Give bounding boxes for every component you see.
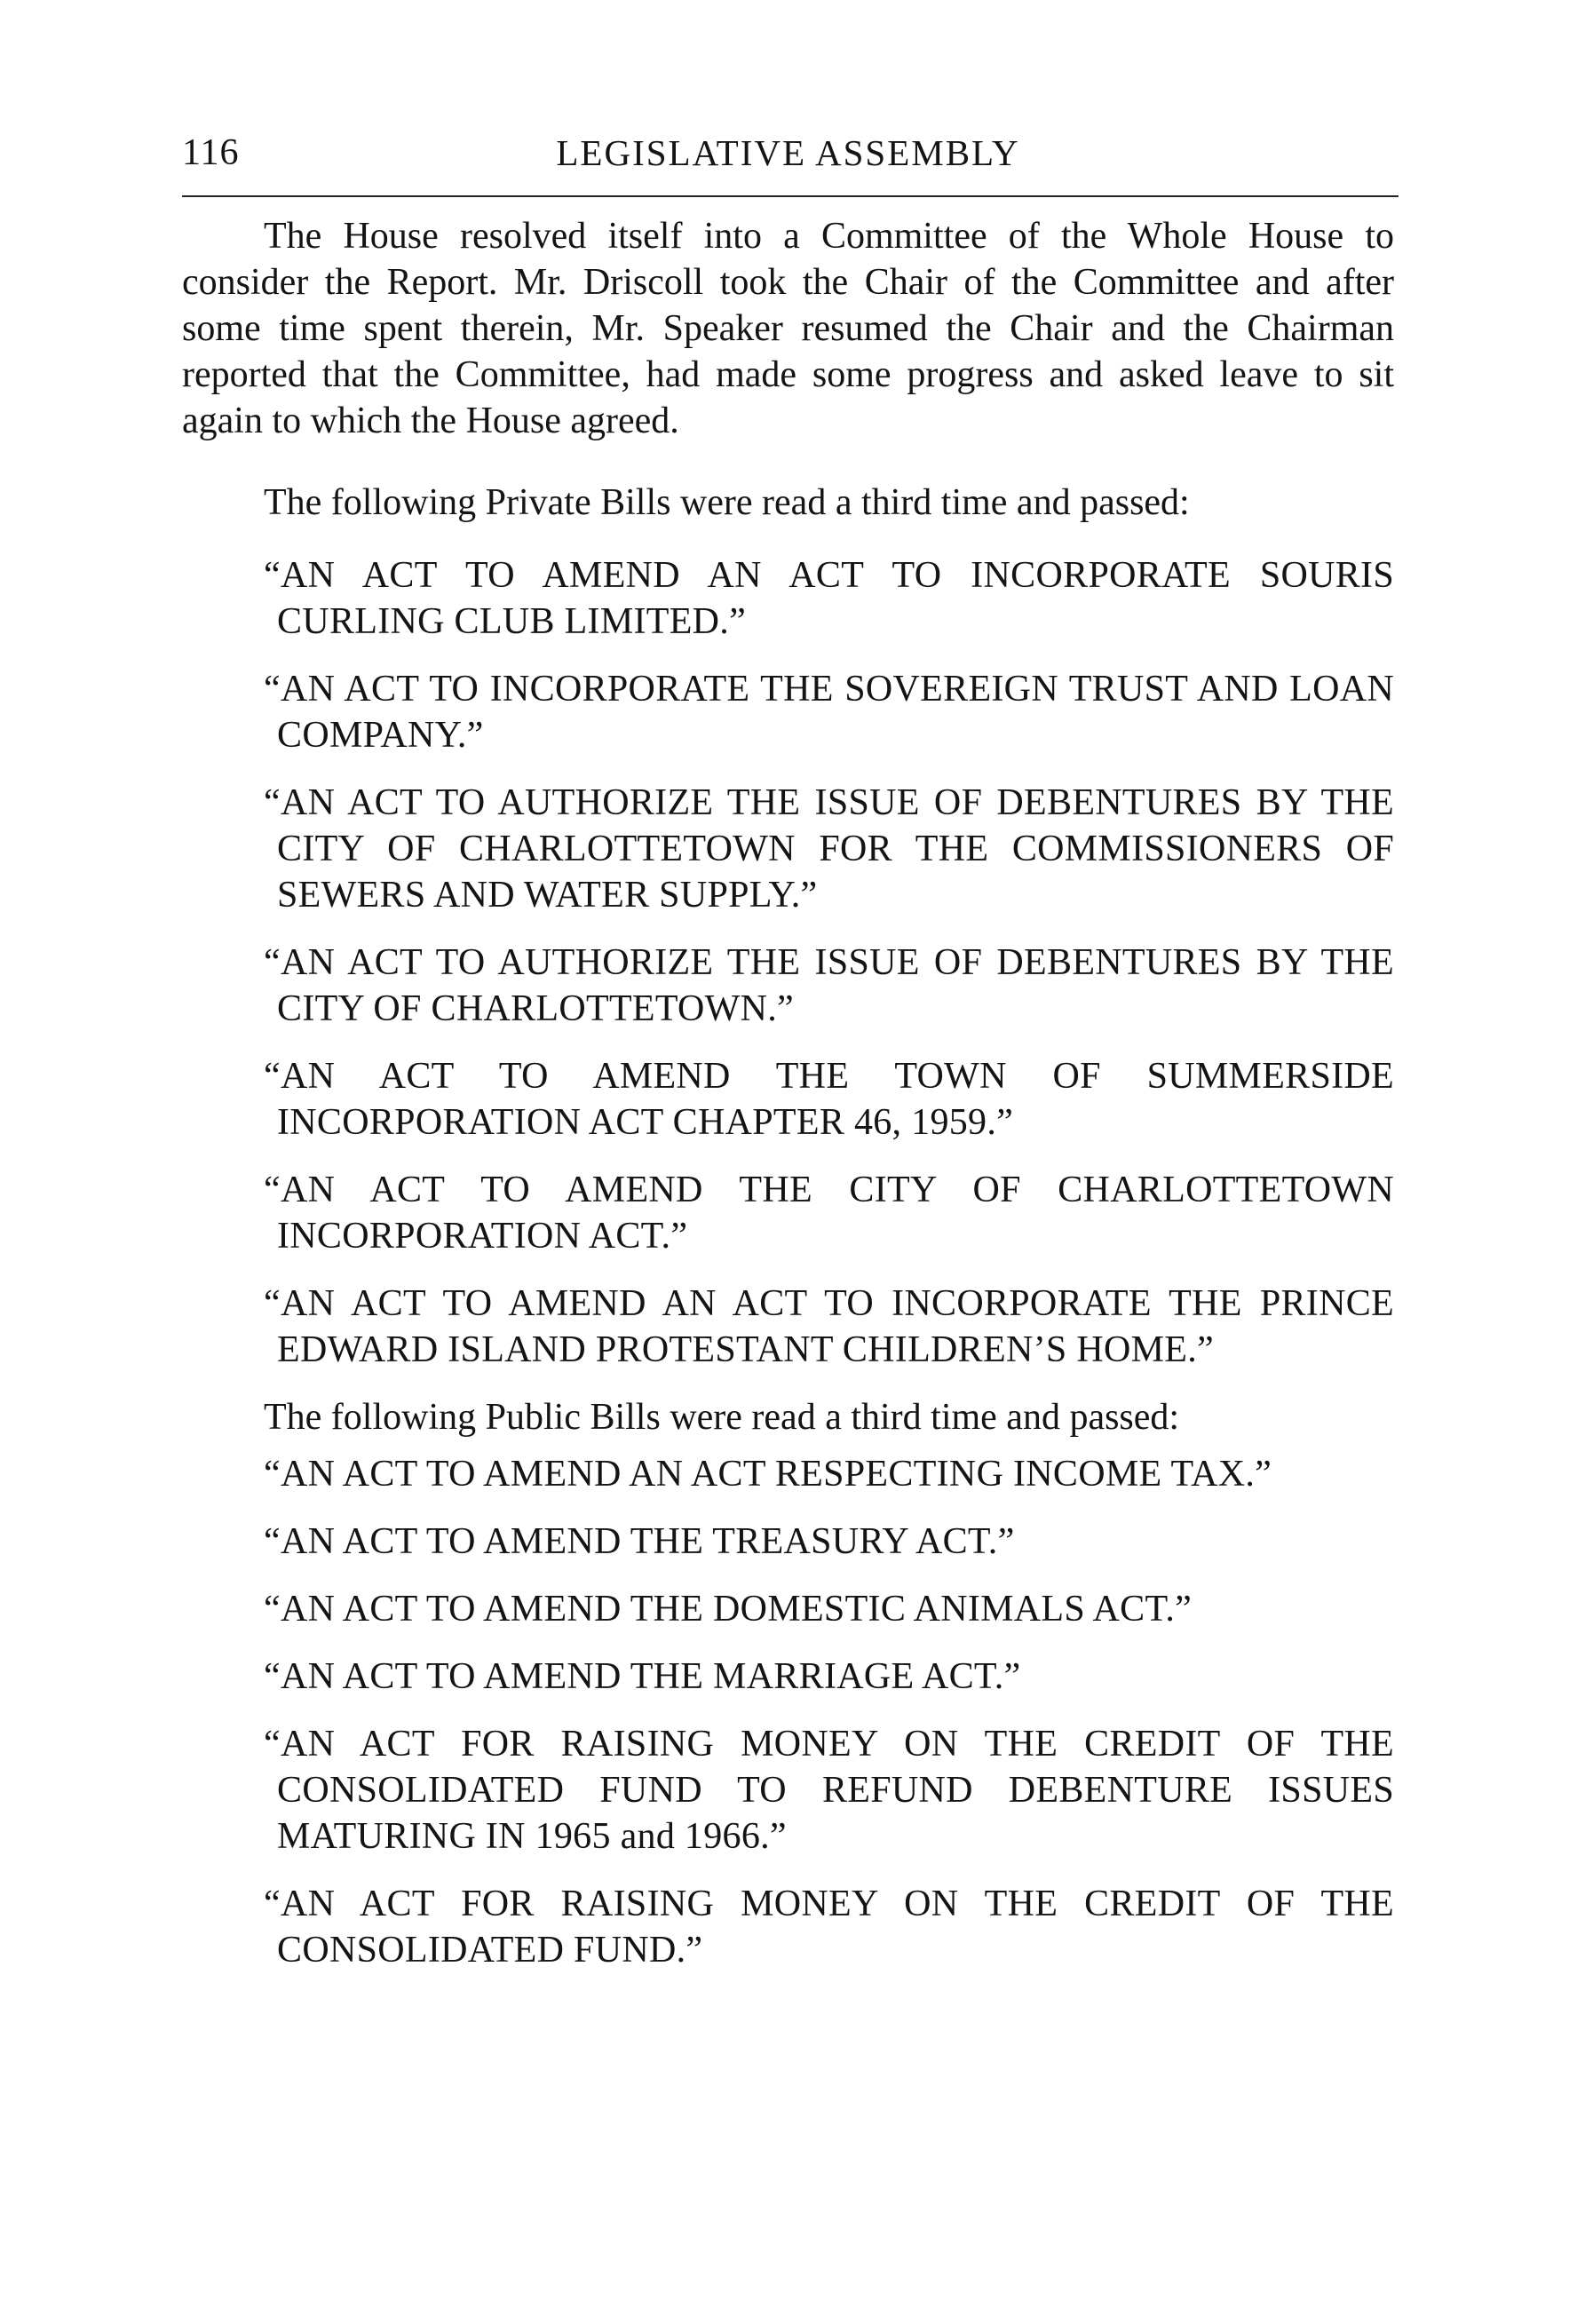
committee-paragraph: The House resolved itself into a Committee of the Whole House to consider the Report. Mr. Driscoll took the Chair of the Committee and after some time spent therein, Mr. Speaker resumed the Chair and the Chairman reported that the Committee, had made some progress and asked leave to sit again to which the House agreed. — [182, 216, 1394, 441]
header-rule — [182, 195, 1399, 197]
list-item: “AN ACT TO AMEND THE TREASURY ACT.” — [264, 1521, 1015, 1562]
private-bills-list — [182, 552, 1394, 1373]
list-item: “AN ACT TO AUTHORIZE THE ISSUE OF DEBENTURES BY THE CITY OF CHARLOTTETOWN.” — [264, 942, 1394, 1029]
list-item: “AN ACT TO AMEND THE TOWN OF SUMMERSIDE INCORPORATION ACT CHAPTER 46, 1959.” — [264, 1056, 1394, 1143]
private-bills-intro: The following Private Bills were read a third time and passed: — [264, 482, 1190, 523]
list-item: “AN ACT TO AMEND AN ACT TO INCORPORATE THE PRINCE EDWARD ISLAND PROTESTANT CHILDREN’S HOME.” — [264, 1283, 1394, 1370]
running-head: LEGISLATIVE ASSEMBLY — [556, 132, 1020, 173]
list-item: “AN ACT TO INCORPORATE THE SOVEREIGN TRUST AND LOAN COMPANY.” — [264, 669, 1394, 756]
list-item: “AN ACT TO AMEND AN ACT RESPECTING INCOME TAX.” — [264, 1454, 1272, 1495]
page-number: 116 — [182, 132, 240, 173]
list-item: “AN ACT TO AUTHORIZE THE ISSUE OF DEBENTURES BY THE CITY OF CHARLOTTETOWN FOR THE COMMISSIONERS OF SEWERS AND WATER SUPPLY.” — [264, 782, 1394, 916]
list-item: “AN ACT FOR RAISING MONEY ON THE CREDIT OF THE CONSOLIDATED FUND.” — [264, 1884, 1394, 1971]
body-text — [182, 213, 1394, 1995]
list-item: “AN ACT FOR RAISING MONEY ON THE CREDIT OF THE CONSOLIDATED FUND TO REFUND DEBENTURE ISSUES MATURING IN 1965 and 1966.” — [264, 1724, 1394, 1857]
list-item: “AN ACT TO AMEND THE DOMESTIC ANIMALS ACT.” — [264, 1589, 1193, 1630]
page-header — [182, 131, 1394, 185]
list-item: “AN ACT TO AMEND THE MARRIAGE ACT.” — [264, 1656, 1021, 1697]
public-bills-list — [182, 1451, 1394, 1973]
public-bills-intro: The following Public Bills were read a third time and passed: — [264, 1397, 1180, 1438]
list-item: “AN ACT TO AMEND AN ACT TO INCORPORATE SOURIS CURLING CLUB LIMITED.” — [264, 555, 1394, 642]
list-item: “AN ACT TO AMEND THE CITY OF CHARLOTTETOWN INCORPORATION ACT.” — [264, 1170, 1394, 1257]
